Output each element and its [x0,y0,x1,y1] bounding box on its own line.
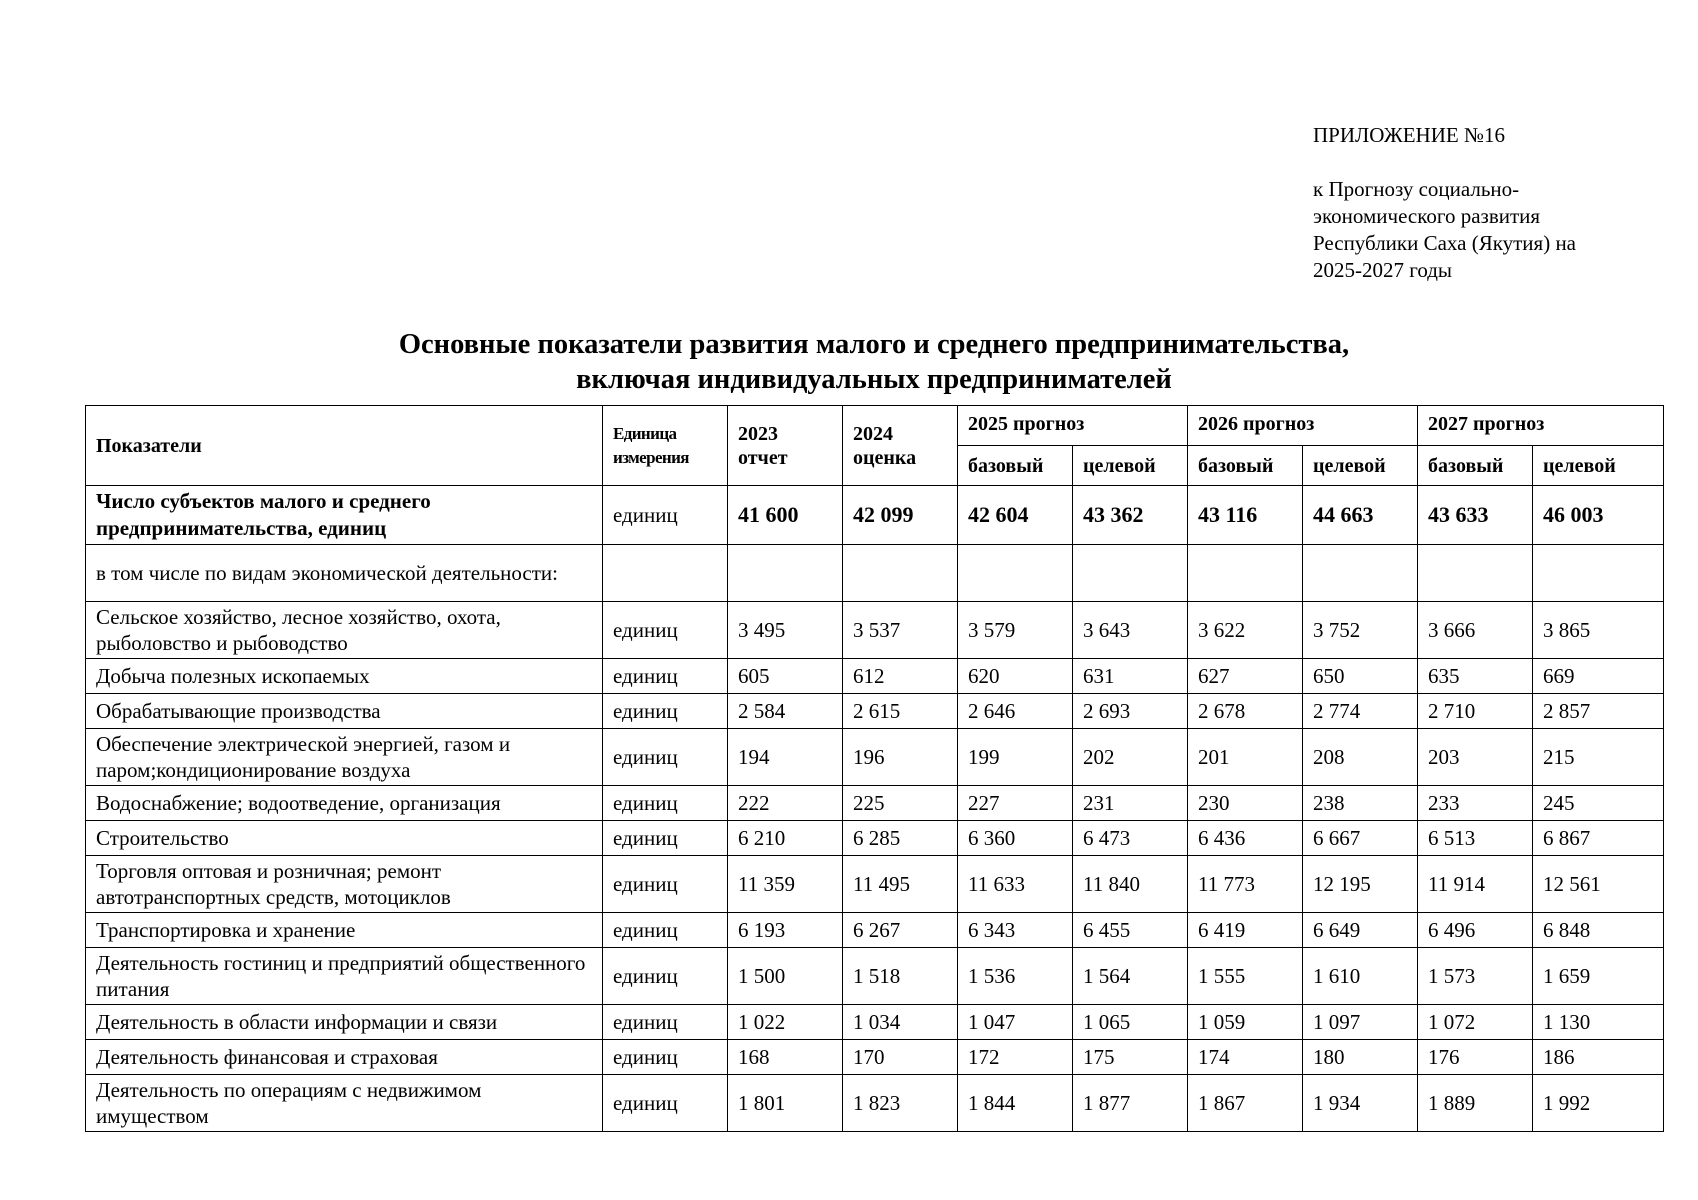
row-value: 203 [1418,729,1533,786]
row-value: 42 099 [843,486,958,545]
row-value: 233 [1418,786,1533,821]
row-value: 1 877 [1073,1075,1188,1132]
row-value: 1 844 [958,1075,1073,1132]
row-value: 635 [1418,659,1533,694]
row-value: 6 419 [1188,913,1303,948]
row-indicator-name: Строительство [86,821,603,856]
row-indicator-name: Добыча полезных ископаемых [86,659,603,694]
row-value: 180 [1303,1040,1418,1075]
row-value: 627 [1188,659,1303,694]
header-2023 [728,406,843,486]
row-value [728,545,843,602]
row-value: 1 564 [1073,948,1188,1005]
row-value: 6 496 [1418,913,1533,948]
row-value: 245 [1533,786,1664,821]
row-value: 1 610 [1303,948,1418,1005]
row-value: 227 [958,786,1073,821]
header-2026-forecast: 2026 прогноз [1188,406,1418,446]
row-value: 11 914 [1418,856,1533,913]
row-value: 650 [1303,659,1418,694]
table-row [86,694,1664,729]
row-indicator-name: Деятельность гостиниц и предприятий общественного питания [86,948,603,1005]
row-indicator-name: Сельское хозяйство, лесное хозяйство, охота, рыболовство и рыбоводство [86,602,603,659]
table-row [86,948,1664,1005]
row-value: 1 065 [1073,1005,1188,1040]
row-value: 46 003 [1533,486,1664,545]
row-value: 2 710 [1418,694,1533,729]
header-indicator: Показатели [86,406,603,486]
table-row [86,659,1664,694]
row-value: 3 537 [843,602,958,659]
row-value: 11 773 [1188,856,1303,913]
row-value: 2 678 [1188,694,1303,729]
row-value: 1 047 [958,1005,1073,1040]
row-value [1188,545,1303,602]
table-row [86,729,1664,786]
row-unit: единиц [603,1075,728,1132]
table-row [86,486,1664,545]
row-value: 620 [958,659,1073,694]
row-indicator-name: Торговля оптовая и розничная; ремонт автотранспортных средств, мотоциклов [86,856,603,913]
row-unit: единиц [603,1005,728,1040]
row-value: 2 584 [728,694,843,729]
row-value: 11 633 [958,856,1073,913]
row-value: 605 [728,659,843,694]
table-row [86,545,1664,602]
row-unit: единиц [603,948,728,1005]
row-value: 238 [1303,786,1418,821]
document-title-line-1: Основные показатели развития малого и среднего предпринимательства, [398,329,1350,360]
row-value: 6 455 [1073,913,1188,948]
row-unit: единиц [603,786,728,821]
table-row [86,602,1664,659]
header-unit [603,406,728,486]
row-value: 1 992 [1533,1075,1664,1132]
row-value: 1 536 [958,948,1073,1005]
indicators-table [85,405,1664,1132]
row-value: 196 [843,729,958,786]
row-value: 1 034 [843,1005,958,1040]
appendix-line: Республики Саха (Якутия) на [1313,231,1577,255]
header-2024-year: 2024 [853,422,893,445]
row-value [1073,545,1188,602]
row-value: 168 [728,1040,843,1075]
row-value: 1 659 [1533,948,1664,1005]
row-indicator-name: Водоснабжение; водоотведение, организация [86,786,603,821]
row-value: 612 [843,659,958,694]
row-value [1303,545,1418,602]
row-unit: единиц [603,486,728,545]
header-2025-target: целевой [1073,446,1188,486]
table-row [86,856,1664,913]
row-value: 11 495 [843,856,958,913]
header-unit-line-2: измерения [613,447,689,467]
row-value: 1 889 [1418,1075,1533,1132]
row-indicator-name: Число субъектов малого и среднего предпринимательства, единиц [86,486,603,545]
header-2023-year: 2023 [738,422,778,445]
row-value: 3 579 [958,602,1073,659]
row-value: 1 022 [728,1005,843,1040]
header-2026-target: целевой [1303,446,1418,486]
row-unit: единиц [603,602,728,659]
table-row [86,1005,1664,1040]
header-2024-type: оценка [853,446,917,469]
header-2024 [843,406,958,486]
row-value: 201 [1188,729,1303,786]
document-title [85,327,1663,397]
row-value: 3 666 [1418,602,1533,659]
row-value: 208 [1303,729,1418,786]
row-value: 1 130 [1533,1005,1664,1040]
row-indicator-name: Деятельность в области информации и связи [86,1005,603,1040]
row-value: 2 774 [1303,694,1418,729]
row-value: 631 [1073,659,1188,694]
row-value: 199 [958,729,1073,786]
row-indicator-name: в том числе по видам экономической деятельности: [86,545,603,602]
row-value: 6 513 [1418,821,1533,856]
row-value: 222 [728,786,843,821]
header-2023-type: отчет [738,446,788,469]
row-value: 6 343 [958,913,1073,948]
header-2027-forecast: 2027 прогноз [1418,406,1664,446]
row-unit: единиц [603,1040,728,1075]
table-row [86,821,1664,856]
row-value: 6 193 [728,913,843,948]
row-value: 43 362 [1073,486,1188,545]
row-unit: единиц [603,659,728,694]
row-value [843,545,958,602]
appendix-block [1313,122,1653,284]
row-value: 170 [843,1040,958,1075]
row-value: 186 [1533,1040,1664,1075]
row-unit: единиц [603,729,728,786]
appendix-line: экономического развития [1313,204,1541,228]
row-value: 6 267 [843,913,958,948]
row-unit: единиц [603,913,728,948]
row-value: 6 285 [843,821,958,856]
header-2027-base: базовый [1418,446,1533,486]
row-value: 2 857 [1533,694,1664,729]
row-value: 6 667 [1303,821,1418,856]
row-value: 176 [1418,1040,1533,1075]
table-body [86,486,1664,1132]
table-row [86,1040,1664,1075]
document-title-line-2: включая индивидуальных предпринимателей [576,364,1172,395]
row-value: 1 518 [843,948,958,1005]
row-value: 3 752 [1303,602,1418,659]
row-value: 44 663 [1303,486,1418,545]
row-value: 6 848 [1533,913,1664,948]
row-value: 1 555 [1188,948,1303,1005]
row-value: 2 693 [1073,694,1188,729]
row-value: 6 867 [1533,821,1664,856]
row-value: 1 500 [728,948,843,1005]
row-value: 41 600 [728,486,843,545]
row-indicator-name: Транспортировка и хранение [86,913,603,948]
row-value: 175 [1073,1040,1188,1075]
row-value: 1 072 [1418,1005,1533,1040]
row-unit: единиц [603,821,728,856]
row-value: 1 867 [1188,1075,1303,1132]
row-indicator-name: Обеспечение электрической энергией, газом и паром;кондиционирование воздуха [86,729,603,786]
table-row [86,786,1664,821]
row-value: 43 116 [1188,486,1303,545]
row-value: 172 [958,1040,1073,1075]
row-unit: единиц [603,694,728,729]
row-value: 11 840 [1073,856,1188,913]
row-value: 6 649 [1303,913,1418,948]
row-indicator-name: Обрабатывающие производства [86,694,603,729]
row-value: 215 [1533,729,1664,786]
row-value: 6 360 [958,821,1073,856]
row-value: 6 210 [728,821,843,856]
appendix-line: к Прогнозу социально- [1313,177,1520,201]
table-row [86,1075,1664,1132]
row-value: 1 097 [1303,1005,1418,1040]
row-value: 2 615 [843,694,958,729]
row-unit: единиц [603,856,728,913]
header-2025-base: базовый [958,446,1073,486]
row-value: 6 473 [1073,821,1188,856]
header-unit-line-1: Единица [613,423,677,443]
row-value: 12 561 [1533,856,1664,913]
row-value: 174 [1188,1040,1303,1075]
row-value [1533,545,1664,602]
header-2025-forecast: 2025 прогноз [958,406,1188,446]
row-value: 12 195 [1303,856,1418,913]
row-value: 225 [843,786,958,821]
row-value: 1 801 [728,1075,843,1132]
row-value: 231 [1073,786,1188,821]
row-value: 1 934 [1303,1075,1418,1132]
row-value: 6 436 [1188,821,1303,856]
row-value: 669 [1533,659,1664,694]
row-value: 194 [728,729,843,786]
row-value: 230 [1188,786,1303,821]
appendix-line: 2025-2027 годы [1313,258,1453,282]
row-value: 2 646 [958,694,1073,729]
header-2027-target: целевой [1533,446,1664,486]
header-row-1 [86,406,1664,446]
row-value: 3 495 [728,602,843,659]
row-value: 11 359 [728,856,843,913]
row-value [1418,545,1533,602]
row-indicator-name: Деятельность по операциям с недвижимом имуществом [86,1075,603,1132]
row-value: 43 633 [1418,486,1533,545]
row-indicator-name: Деятельность финансовая и страховая [86,1040,603,1075]
header-2026-base: базовый [1188,446,1303,486]
appendix-title: ПРИЛОЖЕНИЕ №16 [1313,123,1505,147]
row-unit [603,545,728,602]
row-value: 202 [1073,729,1188,786]
row-value: 3 622 [1188,602,1303,659]
row-value: 1 823 [843,1075,958,1132]
row-value: 42 604 [958,486,1073,545]
table-row [86,913,1664,948]
row-value: 1 573 [1418,948,1533,1005]
row-value: 1 059 [1188,1005,1303,1040]
row-value: 3 643 [1073,602,1188,659]
row-value [958,545,1073,602]
row-value: 3 865 [1533,602,1664,659]
